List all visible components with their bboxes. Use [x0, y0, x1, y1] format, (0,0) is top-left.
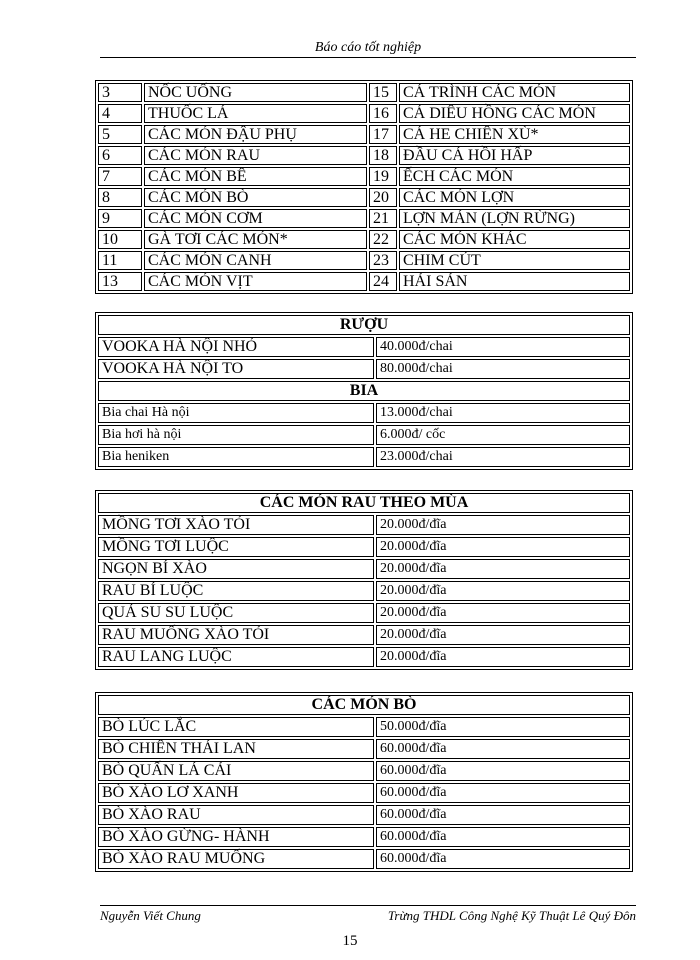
item-price: 20.000đ/đĩa — [376, 515, 630, 535]
vegetables-table — [95, 490, 633, 670]
item-price: 20.000đ/đĩa — [376, 603, 630, 623]
item-price: 20.000đ/đĩa — [376, 559, 630, 579]
menu-index-table — [95, 80, 633, 294]
table-row — [98, 827, 630, 847]
item-name: BÒ XÀO LƠ XANH — [98, 783, 374, 803]
item-name: RAU MUỐNG XÀO TỎI — [98, 625, 374, 645]
table-row — [98, 272, 630, 291]
index-category: CÁC MÓN ĐẬU PHỤ — [144, 125, 367, 144]
item-name: RAU LANG LUỘC — [98, 647, 374, 667]
item-price: 20.000đ/đĩa — [376, 581, 630, 601]
index-category: LỢN MÁN (LỢN RỪNG) — [399, 209, 630, 228]
table-row — [98, 188, 630, 207]
index-number: 8 — [98, 188, 142, 207]
index-number: 22 — [369, 230, 397, 249]
index-number: 16 — [369, 104, 397, 123]
item-price: 20.000đ/đĩa — [376, 537, 630, 557]
index-category: CÁC MÓN KHÁC — [399, 230, 630, 249]
item-name: VOOKA HÀ NỘI NHỎ — [98, 337, 374, 357]
item-price: 40.000đ/chai — [376, 337, 630, 357]
footer-author: Nguyễn Viết Chung — [100, 908, 201, 923]
page-number: 15 — [342, 933, 358, 949]
index-number: 3 — [98, 83, 142, 102]
index-number: 6 — [98, 146, 142, 165]
section-row — [98, 315, 630, 335]
table-row — [98, 761, 630, 781]
index-number: 24 — [369, 272, 397, 291]
index-number: 11 — [98, 251, 142, 270]
index-number: 19 — [369, 167, 397, 186]
index-category: CÁC MÓN LỢN — [399, 188, 630, 207]
index-category: NỐC UỐNG — [144, 83, 367, 102]
item-name: QUẢ SU SU LUỘC — [98, 603, 374, 623]
table-row — [98, 647, 630, 667]
table-row — [98, 209, 630, 228]
item-price: 60.000đ/đĩa — [376, 805, 630, 825]
table-row — [98, 251, 630, 270]
item-name: VOOKA HÀ NỘI TO — [98, 359, 374, 379]
table-row — [98, 537, 630, 557]
table-row — [98, 581, 630, 601]
index-number: 5 — [98, 125, 142, 144]
index-category: CÁC MÓN VỊT — [144, 272, 367, 291]
item-price: 60.000đ/đĩa — [376, 761, 630, 781]
section-row — [98, 695, 630, 715]
index-category: CÁC MÓN RAU — [144, 146, 367, 165]
table-row — [98, 625, 630, 645]
item-name: BÒ CHIÊN THÁI LAN — [98, 739, 374, 759]
section-row — [98, 381, 630, 401]
index-number: 21 — [369, 209, 397, 228]
index-number: 17 — [369, 125, 397, 144]
table-row — [98, 849, 630, 869]
item-price: 13.000đ/chai — [376, 403, 630, 423]
bia-heading: BIA — [98, 381, 630, 401]
table-row — [98, 167, 630, 186]
index-category: HẢI SẢN — [399, 272, 630, 291]
page-header: Báo cáo tốt nghiệp — [100, 40, 636, 58]
item-price: 60.000đ/đĩa — [376, 827, 630, 847]
item-price: 60.000đ/đĩa — [376, 849, 630, 869]
index-number: 20 — [369, 188, 397, 207]
index-number: 23 — [369, 251, 397, 270]
item-price: 60.000đ/đĩa — [376, 783, 630, 803]
ruou-heading: RƯỢU — [98, 315, 630, 335]
table-row — [98, 559, 630, 579]
index-number: 7 — [98, 167, 142, 186]
item-price: 20.000đ/đĩa — [376, 647, 630, 667]
table-row — [98, 359, 630, 379]
index-number: 15 — [369, 83, 397, 102]
beef-heading: CÁC MÓN BÒ — [98, 695, 630, 715]
footer-school: Trừng THDL Công Nghệ Kỹ Thuật Lê Quý Đôn — [387, 908, 636, 923]
item-name: Bia heniken — [98, 447, 374, 467]
table-row — [98, 783, 630, 803]
table-row — [98, 805, 630, 825]
table-row — [98, 230, 630, 249]
table-row — [98, 603, 630, 623]
index-number: 13 — [98, 272, 142, 291]
index-category: CÁC MÓN CANH — [144, 251, 367, 270]
item-name: Bia chai Hà nội — [98, 403, 374, 423]
table-row — [98, 146, 630, 165]
item-name: Bia hơi hà nội — [98, 425, 374, 445]
table-row — [98, 104, 630, 123]
table-row — [98, 717, 630, 737]
beef-table — [95, 692, 633, 872]
section-row — [98, 493, 630, 513]
item-price: 20.000đ/đĩa — [376, 625, 630, 645]
index-category: CÁC MÓN BÊ — [144, 167, 367, 186]
index-category: THUỐC LÁ — [144, 104, 367, 123]
table-row — [98, 403, 630, 423]
index-category: CÁ DIÊU HỒNG CÁC MÓN — [399, 104, 630, 123]
item-price: 80.000đ/chai — [376, 359, 630, 379]
index-number: 9 — [98, 209, 142, 228]
index-number: 18 — [369, 146, 397, 165]
item-price: 23.000đ/chai — [376, 447, 630, 467]
item-name: MỒNG TƠI XÀO TỎI — [98, 515, 374, 535]
index-category: ẾCH CÁC MÓN — [399, 167, 630, 186]
index-category: CÁC MÓN BÒ — [144, 188, 367, 207]
index-number: 10 — [98, 230, 142, 249]
item-price: 60.000đ/đĩa — [376, 739, 630, 759]
index-category: CÁC MÓN CƠM — [144, 209, 367, 228]
drinks-table — [95, 312, 633, 470]
index-category: CHIM CÚT — [399, 251, 630, 270]
table-row — [98, 83, 630, 102]
item-name: MỒNG TƠI LUỘC — [98, 537, 374, 557]
item-price: 6.000đ/ cốc — [376, 425, 630, 445]
table-row — [98, 425, 630, 445]
item-name: BÒ XÀO RAU — [98, 805, 374, 825]
item-name: BÒ LÚC LẮC — [98, 717, 374, 737]
table-row — [98, 515, 630, 535]
index-category: GÀ TƠI CÁC MÓN* — [144, 230, 367, 249]
item-name: RAU BÍ LUỘC — [98, 581, 374, 601]
item-price: 50.000đ/đĩa — [376, 717, 630, 737]
item-name: BÒ QUẤN LÁ CẢI — [98, 761, 374, 781]
index-category: CÁ HE CHIÊN XÙ* — [399, 125, 630, 144]
table-row — [98, 125, 630, 144]
table-row — [98, 447, 630, 467]
index-category: CÁ TRÌNH CÁC MÓN — [399, 83, 630, 102]
index-number: 4 — [98, 104, 142, 123]
item-name: BÒ XÀO RAU MUỐNG — [98, 849, 374, 869]
item-name: NGỌN BÍ XÀO — [98, 559, 374, 579]
page-footer — [100, 905, 636, 924]
table-row — [98, 337, 630, 357]
index-category: ĐẦU CÁ HỒI HẤP — [399, 146, 630, 165]
table-row — [98, 739, 630, 759]
vegetables-heading: CÁC MÓN RAU THEO MÙA — [98, 493, 630, 513]
item-name: BÒ XÀO GỪNG- HÀNH — [98, 827, 374, 847]
